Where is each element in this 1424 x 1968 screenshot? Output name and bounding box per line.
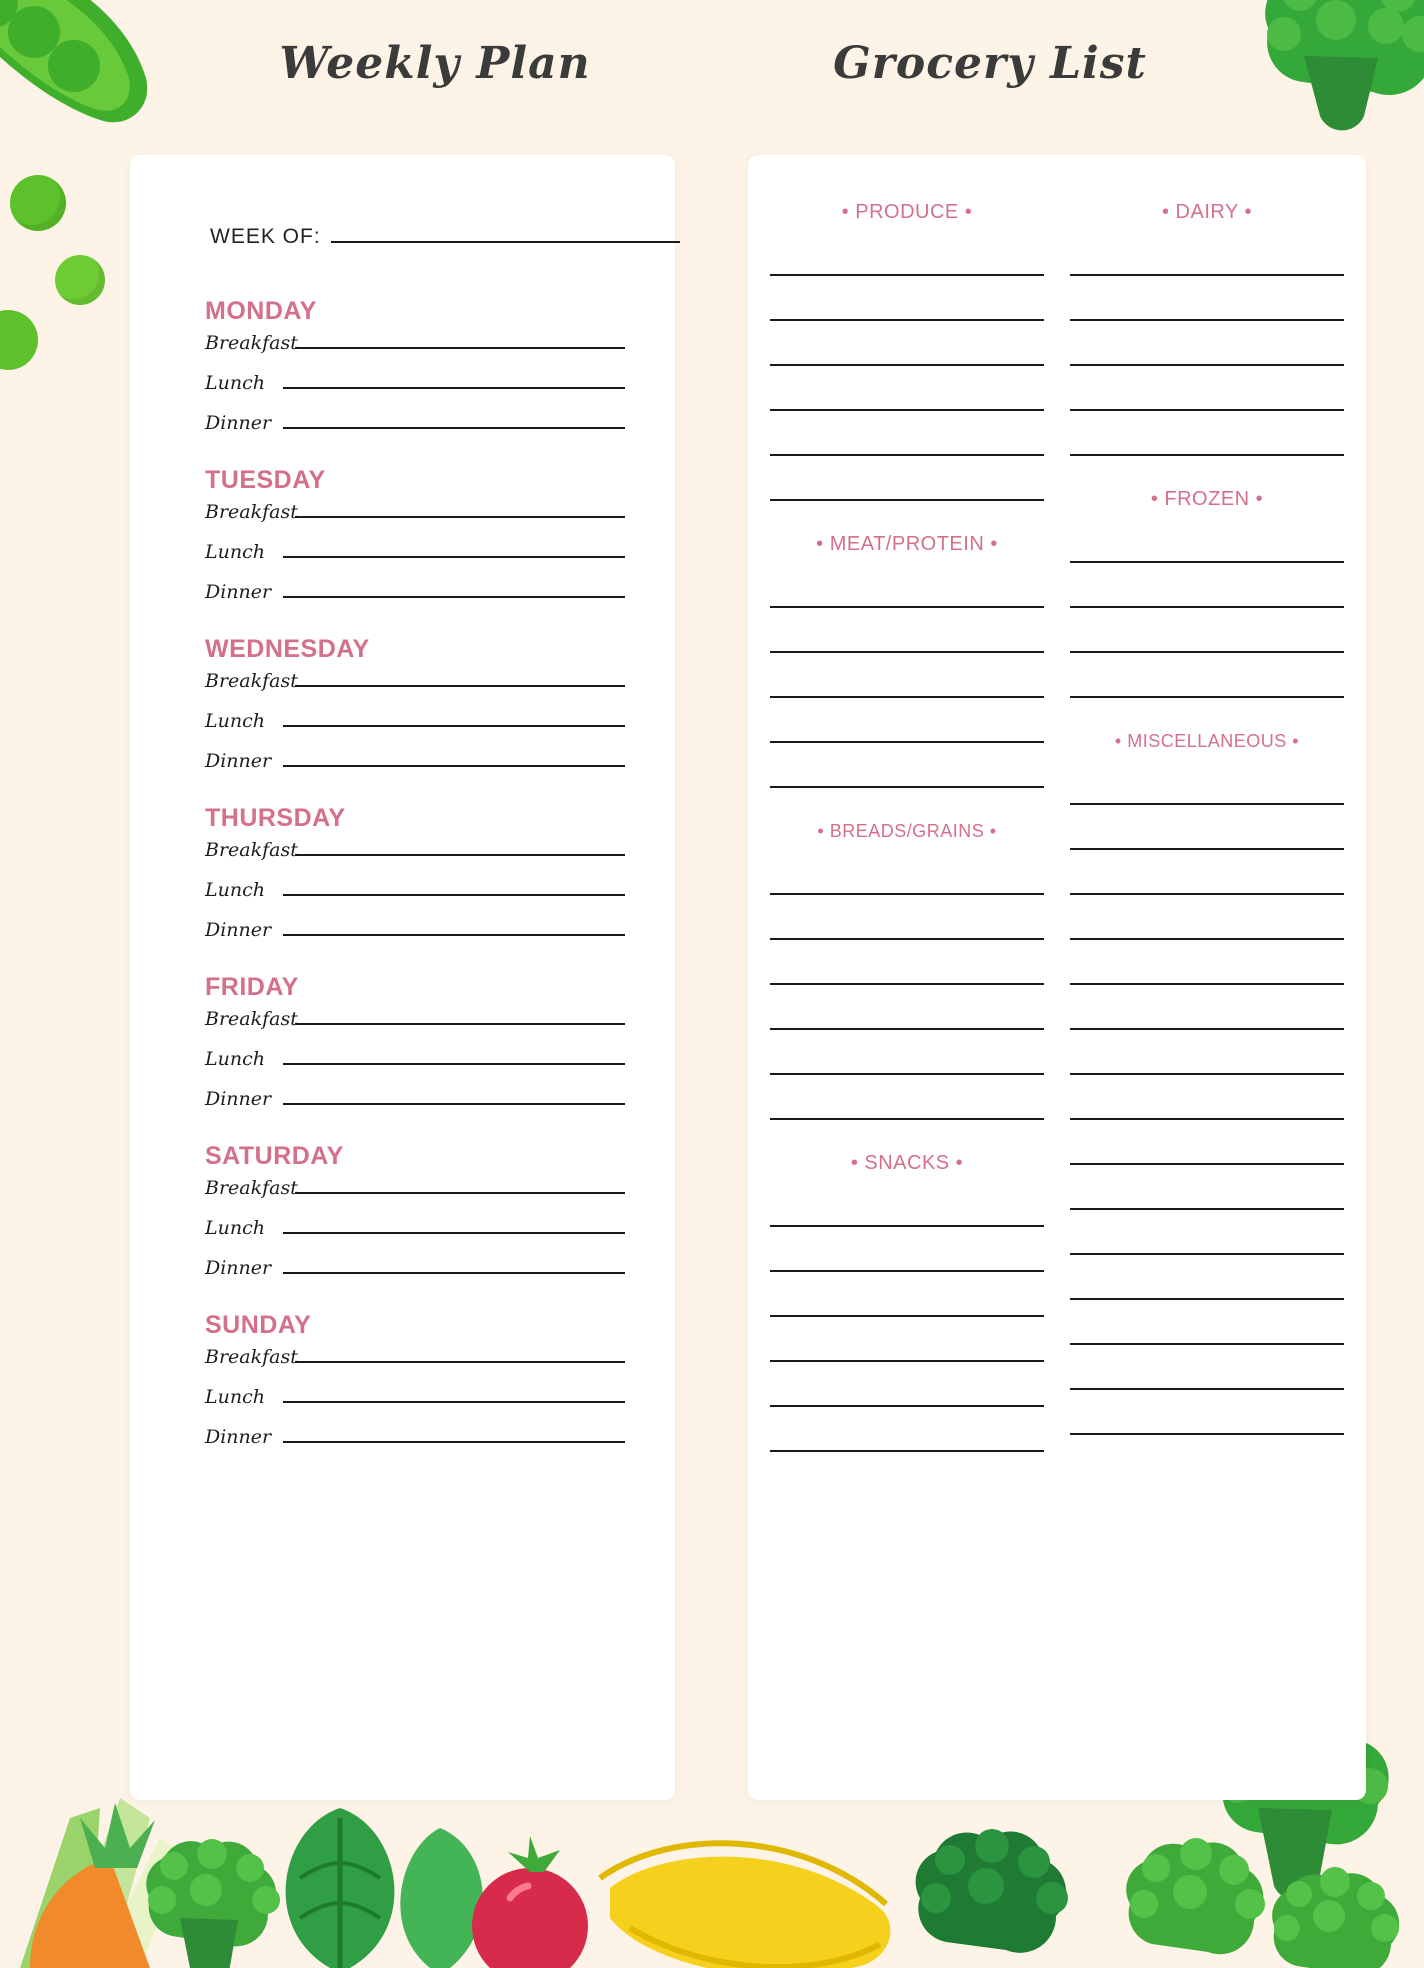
grocery-category-heading: • MISCELLANEOUS • [1114, 731, 1300, 751]
meal-label: Lunch [205, 372, 265, 394]
grocery-category-heading: • BREADS/GRAINS • [817, 821, 997, 841]
meal-input-line[interactable] [283, 1401, 625, 1403]
page-title-weekly-plan: Weekly Plan [279, 38, 591, 89]
meal-label: Breakfast [205, 1346, 298, 1368]
grocery-input-line[interactable] [770, 1374, 1044, 1419]
meal-input-line[interactable] [283, 1232, 625, 1234]
grocery-input-line[interactable] [770, 288, 1044, 333]
day-name-saturday: SATURDAY [205, 1142, 344, 1170]
grocery-line-rule [770, 499, 1044, 501]
grocery-input-line[interactable] [770, 1194, 1044, 1239]
meal-label: Breakfast [205, 332, 298, 354]
meal-input-line[interactable] [283, 387, 625, 389]
page-title-grocery-list: Grocery List [833, 38, 1147, 89]
grocery-input-line[interactable] [770, 1042, 1044, 1087]
grocery-input-line[interactable] [770, 1239, 1044, 1284]
grocery-input-line[interactable] [770, 952, 1044, 997]
meal-row-lunch[interactable] [205, 710, 633, 750]
meal-row-dinner[interactable] [205, 1426, 633, 1466]
meal-label: Dinner [205, 1088, 272, 1110]
grocery-line-rule [770, 1270, 1044, 1272]
meal-input-line[interactable] [283, 1063, 625, 1065]
meal-label: Lunch [205, 1048, 265, 1070]
grocery-line-rule [1070, 696, 1344, 698]
grocery-input-line[interactable] [1070, 423, 1344, 468]
meal-label: Breakfast [205, 670, 298, 692]
grocery-input-line[interactable] [1070, 1177, 1344, 1222]
meal-input-line[interactable] [283, 1272, 625, 1274]
meal-label: Breakfast [205, 1177, 298, 1199]
grocery-input-line[interactable] [1070, 862, 1344, 907]
grocery-line-rule [770, 983, 1044, 985]
week-of-label: WEEK OF: [210, 225, 321, 248]
day-name-sunday: SUNDAY [205, 1311, 312, 1339]
grocery-input-line[interactable] [1070, 997, 1344, 1042]
meal-row-breakfast[interactable] [205, 1346, 633, 1386]
grocery-line-rule [770, 1028, 1044, 1030]
day-block [170, 804, 633, 959]
meal-label: Dinner [205, 1426, 272, 1448]
meal-input-line[interactable] [283, 934, 625, 936]
grocery-line-rule [1070, 1343, 1344, 1345]
grocery-category-heading: • MEAT/PROTEIN • [816, 533, 998, 555]
grocery-line-rule [1070, 803, 1344, 805]
grocery-line-rule [1070, 606, 1344, 608]
meal-label: Lunch [205, 710, 265, 732]
meal-label: Lunch [205, 1217, 265, 1239]
grocery-line-rule [1070, 1253, 1344, 1255]
grocery-input-line[interactable] [1070, 1267, 1344, 1312]
grocery-input-line[interactable] [1070, 665, 1344, 710]
grocery-line-rule [770, 1405, 1044, 1407]
grocery-line-rule [770, 938, 1044, 940]
grocery-line-rule [1070, 319, 1344, 321]
grocery-input-line[interactable] [770, 862, 1044, 907]
grocery-line-rule [770, 651, 1044, 653]
grocery-line-rule [770, 606, 1044, 608]
grocery-input-line[interactable] [1070, 620, 1344, 665]
day-name-tuesday: TUESDAY [205, 466, 326, 494]
grocery-input-line[interactable] [1070, 378, 1344, 423]
meal-label: Dinner [205, 581, 272, 603]
grocery-input-line[interactable] [770, 1419, 1044, 1464]
grocery-input-line[interactable] [770, 423, 1044, 468]
grocery-input-line[interactable] [770, 1087, 1044, 1132]
grocery-input-line[interactable] [770, 468, 1044, 513]
day-block [170, 635, 633, 790]
grocery-input-line[interactable] [1070, 1087, 1344, 1132]
grocery-input-line[interactable] [1070, 817, 1344, 862]
meal-row-lunch[interactable] [205, 1386, 633, 1426]
grocery-line-rule [770, 319, 1044, 321]
grocery-line-rule [770, 786, 1044, 788]
grocery-line-rule [1070, 454, 1344, 456]
meal-input-line[interactable] [283, 1441, 625, 1443]
grocery-list-card [748, 155, 1366, 1800]
day-block [170, 466, 633, 621]
grocery-line-rule [1070, 938, 1344, 940]
grocery-line-rule [770, 696, 1044, 698]
grocery-line-rule [1070, 1118, 1344, 1120]
grocery-input-line[interactable] [1070, 1312, 1344, 1357]
meal-input-line[interactable] [283, 596, 625, 598]
grocery-line-rule [770, 893, 1044, 895]
day-name-friday: FRIDAY [205, 973, 299, 1001]
grocery-input-line[interactable] [1070, 1042, 1344, 1087]
grocery-line-rule [1070, 1028, 1344, 1030]
day-name-wednesday: WEDNESDAY [205, 635, 370, 663]
grocery-input-line[interactable] [770, 665, 1044, 710]
grocery-line-rule [770, 274, 1044, 276]
week-of-input-line[interactable] [331, 241, 680, 243]
pea-illustration [10, 175, 66, 231]
meal-input-line[interactable] [283, 556, 625, 558]
meal-row-breakfast[interactable] [205, 1008, 633, 1048]
grocery-line-rule [770, 1450, 1044, 1452]
days-list [130, 283, 675, 1470]
meal-input-line[interactable] [283, 894, 625, 896]
meal-label: Breakfast [205, 1008, 298, 1030]
meal-row-lunch[interactable] [205, 1048, 633, 1088]
grocery-line-rule [1070, 561, 1344, 563]
grocery-line-rule [770, 1118, 1044, 1120]
meal-row-dinner[interactable] [205, 412, 633, 452]
grocery-line-rule [770, 364, 1044, 366]
meal-label: Lunch [205, 1386, 265, 1408]
grocery-input-line[interactable] [770, 620, 1044, 665]
grocery-input-line[interactable] [1070, 575, 1344, 620]
grocery-category-heading: • SNACKS • [850, 1152, 964, 1174]
meal-label: Dinner [205, 919, 272, 941]
meal-input-line[interactable] [283, 765, 625, 767]
grocery-category-heading: • DAIRY • [1161, 201, 1253, 223]
grocery-input-line[interactable] [1070, 243, 1344, 288]
meal-input-line[interactable] [295, 1361, 625, 1363]
grocery-input-line[interactable] [1070, 907, 1344, 952]
grocery-input-line[interactable] [1070, 952, 1344, 997]
day-name-monday: MONDAY [205, 297, 317, 325]
meal-label: Dinner [205, 412, 272, 434]
meal-input-line[interactable] [283, 1103, 625, 1105]
grocery-line-rule [1070, 1433, 1344, 1435]
grocery-line-rule [1070, 651, 1344, 653]
meal-row-lunch[interactable] [205, 372, 633, 412]
meal-label: Breakfast [205, 501, 298, 523]
grocery-input-line[interactable] [1070, 772, 1344, 817]
meal-label: Lunch [205, 541, 265, 563]
grocery-line-rule [1070, 893, 1344, 895]
meal-input-line[interactable] [295, 516, 625, 518]
meal-row-dinner[interactable] [205, 1257, 633, 1297]
grocery-line-rule [770, 1315, 1044, 1317]
meal-row-dinner[interactable] [205, 750, 633, 790]
meal-input-line[interactable] [283, 427, 625, 429]
grocery-line-rule [1070, 848, 1344, 850]
grocery-category-heading: • PRODUCE • [841, 201, 973, 223]
grocery-input-line[interactable] [1070, 1357, 1344, 1402]
grocery-input-line[interactable] [1070, 333, 1344, 378]
pea-illustration [0, 310, 38, 370]
grocery-line-rule [1070, 1208, 1344, 1210]
broccoli-illustration [1214, 0, 1424, 160]
meal-input-line[interactable] [283, 725, 625, 727]
grocery-line-rule [1070, 1163, 1344, 1165]
pea-illustration [55, 255, 105, 305]
grocery-line-rule [1070, 274, 1344, 276]
meal-row-breakfast[interactable] [205, 332, 633, 372]
grocery-line-rule [770, 454, 1044, 456]
meal-row-breakfast[interactable] [205, 670, 633, 710]
meal-row-dinner[interactable] [205, 581, 633, 621]
day-block [170, 973, 633, 1128]
grocery-input-line[interactable] [1070, 530, 1344, 575]
meal-input-line[interactable] [295, 854, 625, 856]
meal-label: Lunch [205, 879, 265, 901]
meal-label: Dinner [205, 1257, 272, 1279]
grocery-input-line[interactable] [1070, 288, 1344, 333]
grocery-input-line[interactable] [770, 575, 1044, 620]
grocery-input-line[interactable] [770, 710, 1044, 755]
grocery-line-rule [770, 1360, 1044, 1362]
grocery-category-heading: • FROZEN • [1150, 488, 1264, 510]
meal-row-breakfast[interactable] [205, 839, 633, 879]
grocery-input-line[interactable] [1070, 1222, 1344, 1267]
grocery-line-rule [770, 1225, 1044, 1227]
grocery-input-line[interactable] [770, 907, 1044, 952]
grocery-input-line[interactable] [770, 333, 1044, 378]
grocery-line-rule [770, 409, 1044, 411]
week-of-field[interactable] [210, 225, 680, 249]
day-block [170, 1311, 633, 1466]
meal-row-breakfast[interactable] [205, 1177, 633, 1217]
meal-row-dinner[interactable] [205, 1088, 633, 1128]
meal-row-dinner[interactable] [205, 919, 633, 959]
grocery-column-right [1070, 181, 1344, 1774]
grocery-line-rule [1070, 983, 1344, 985]
pea-pod-illustration [0, 0, 200, 170]
grocery-line-rule [1070, 409, 1344, 411]
grocery-input-line[interactable] [770, 378, 1044, 423]
grocery-column-left [770, 181, 1044, 1774]
meal-input-line[interactable] [295, 347, 625, 349]
grocery-line-rule [1070, 1388, 1344, 1390]
grocery-line-rule [770, 1073, 1044, 1075]
grocery-input-line[interactable] [770, 1284, 1044, 1329]
grocery-line-rule [1070, 1298, 1344, 1300]
grocery-input-line[interactable] [1070, 1132, 1344, 1177]
meal-row-lunch[interactable] [205, 879, 633, 919]
weekly-plan-card [130, 155, 675, 1800]
grocery-input-line[interactable] [770, 997, 1044, 1042]
grocery-input-line[interactable] [770, 755, 1044, 800]
grocery-input-line[interactable] [770, 243, 1044, 288]
grocery-line-rule [1070, 1073, 1344, 1075]
meal-input-line[interactable] [295, 1192, 625, 1194]
meal-label: Breakfast [205, 839, 298, 861]
meal-row-breakfast[interactable] [205, 501, 633, 541]
grocery-line-rule [1070, 364, 1344, 366]
grocery-input-line[interactable] [770, 1329, 1044, 1374]
grocery-line-rule [770, 741, 1044, 743]
meal-row-lunch[interactable] [205, 1217, 633, 1257]
day-name-thursday: THURSDAY [205, 804, 346, 832]
meal-label: Dinner [205, 750, 272, 772]
meal-input-line[interactable] [295, 685, 625, 687]
grocery-input-line[interactable] [1070, 1402, 1344, 1447]
day-block [170, 297, 633, 452]
day-block [170, 1142, 633, 1297]
meal-row-lunch[interactable] [205, 541, 633, 581]
meal-input-line[interactable] [295, 1023, 625, 1025]
